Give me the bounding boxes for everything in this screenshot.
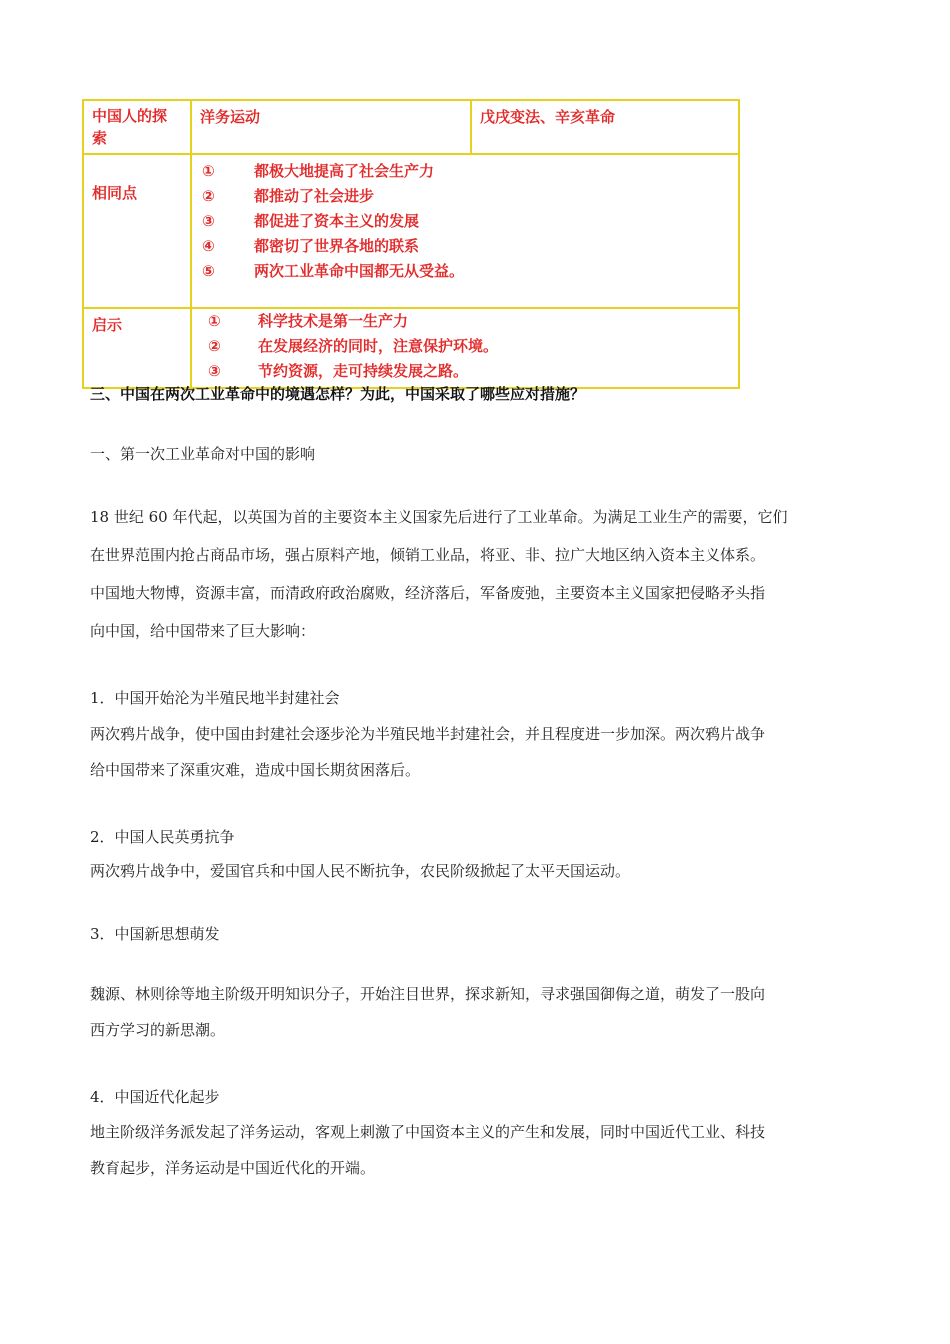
- list-item: ① 科学技术是第一生产力: [208, 312, 409, 330]
- point-3-title: 3．中国新思想萌发: [90, 925, 220, 943]
- list-item: ④ 都密切了世界各地的联系: [202, 237, 420, 255]
- row-label-inspiration: 启示: [83, 308, 191, 388]
- header-cell-reform-revolution: 戊戌变法、辛亥革命: [471, 100, 739, 154]
- paragraph-line: 西方学习的新思潮。: [90, 1021, 226, 1039]
- paragraph-line: 教育起步，洋务运动是中国近代化的开端。: [90, 1159, 376, 1177]
- header-label-line2: 索: [92, 129, 108, 147]
- paragraph-line: 向中国，给中国带来了巨大影响：: [90, 622, 316, 640]
- paragraph-line: 中国地大物博，资源丰富，而清政府政治腐败，经济落后，军备废弛，主要资本主义国家把侵略矛头指: [90, 584, 766, 602]
- list-item: ② 都推动了社会进步: [202, 187, 375, 205]
- point-4-body: [90, 1114, 870, 1186]
- list-item: ③ 节约资源，走可持续发展之路。: [208, 362, 469, 380]
- table-row-inspiration: [83, 308, 739, 388]
- table-row-similarities: [83, 154, 739, 308]
- paragraph-line: 18 世纪 60 年代起，以英国为首的主要资本主义国家先后进行了工业革命。为满足工业生产的需要，它们: [90, 508, 788, 526]
- table-header-row: [83, 100, 739, 154]
- header-cell-explorers: [83, 100, 191, 154]
- header-cell-westernization: 洋务运动: [191, 100, 471, 154]
- point-4-title: 4．中国近代化起步: [90, 1088, 220, 1106]
- paragraph-line: 两次鸦片战争中，爱国官兵和中国人民不断抗争，农民阶级掀起了太平天国运动。: [90, 862, 631, 880]
- point-3-body: [90, 976, 870, 1048]
- header-label-line1: 中国人的探: [92, 107, 168, 125]
- paragraph-line: 魏源、林则徐等地主阶级开明知识分子，开始注目世界，探求新知，寻求强国御侮之道，萌发了一股向: [90, 985, 766, 1003]
- comparison-table: [82, 99, 740, 389]
- row-label-similarities: 相同点: [83, 154, 191, 308]
- list-item: ① 都极大地提高了社会生产力: [202, 162, 435, 180]
- point-2-body: [90, 857, 870, 885]
- list-item: ⑤ 两次工业革命中国都无从受益。: [202, 262, 465, 280]
- list-item: ② 在发展经济的同时，注意保护环境。: [208, 337, 499, 355]
- paragraph-line: 给中国带来了深重灾难，造成中国长期贫困落后。: [90, 761, 421, 779]
- paragraph-line: 在世界范围内抢占商品市场，强占原料产地，倾销工业品，将亚、非、拉广大地区纳入资本主义体系。: [90, 546, 766, 564]
- similarities-list: [191, 154, 739, 308]
- list-item: ③ 都促进了资本主义的发展: [202, 212, 420, 230]
- point-1-body: [90, 716, 870, 788]
- inspiration-list: [191, 308, 739, 388]
- point-2-title: 2．中国人民英勇抗争: [90, 828, 235, 846]
- paragraph-line: 两次鸦片战争，使中国由封建社会逐步沦为半殖民地半封建社会，并且程度进一步加深。两次鸦片战争: [90, 725, 766, 743]
- intro-paragraph: [90, 498, 870, 650]
- sub-heading: 一、第一次工业革命对中国的影响: [90, 445, 316, 463]
- paragraph-line: 地主阶级洋务派发起了洋务运动，客观上刺激了中国资本主义的产生和发展，同时中国近代工业、科技: [90, 1123, 766, 1141]
- section-heading: 三、中国在两次工业革命中的境遇怎样？为此，中国采取了哪些应对措施？: [90, 385, 586, 403]
- point-1-title: 1．中国开始沦为半殖民地半封建社会: [90, 689, 340, 707]
